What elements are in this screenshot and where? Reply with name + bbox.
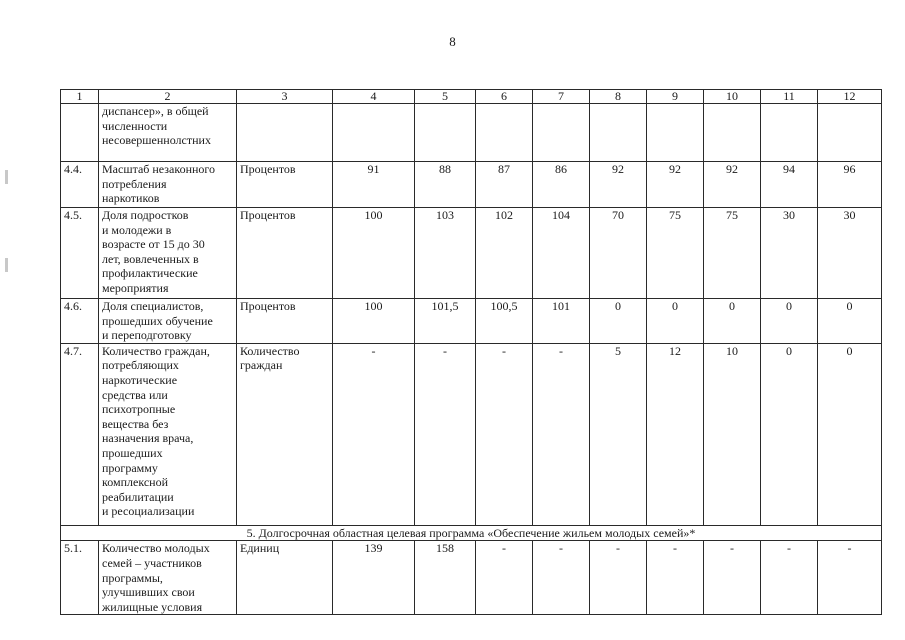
value-cell: - [704,541,761,615]
value-cell [415,104,476,162]
row-number: 4.6. [61,299,99,344]
value-cell: 100 [333,299,415,344]
value-cell [647,104,704,162]
unit-cell [237,104,333,162]
value-cell: 0 [761,299,818,344]
table-row [61,162,882,208]
table-row [61,299,882,344]
value-cell [704,104,761,162]
header-cell: 7 [533,90,590,104]
value-cell: 75 [647,208,704,299]
value-cell: - [533,343,590,525]
value-cell: 5 [590,343,647,525]
num-cell [61,104,99,162]
value-cell: 0 [647,299,704,344]
row-number: 4.7. [61,343,99,525]
value-cell: 102 [476,208,533,299]
header-cell: 9 [647,90,704,104]
value-cell: 75 [704,208,761,299]
value-cell: 0 [818,299,882,344]
header-cell: 1 [61,90,99,104]
value-cell: 100 [333,208,415,299]
value-cell: 10 [704,343,761,525]
header-cell: 3 [237,90,333,104]
scan-margin-mark [5,258,8,272]
value-cell: 86 [533,162,590,208]
value-cell: 0 [590,299,647,344]
value-cell: 70 [590,208,647,299]
value-cell: - [761,541,818,615]
indicator-name: Количество граждан, потребляющих наркотические средства или психотропные вещества без назначения врача, прошедших программу комплексной реабилитации и ресоциализации [99,343,237,525]
table-row [61,208,882,299]
indicator-name: Доля специалистов, прошедших обучение и переподготовку [99,299,237,344]
unit-cell: Количество граждан [237,343,333,525]
section4-rows [61,162,882,526]
value-cell: 103 [415,208,476,299]
unit-cell: Единиц [237,541,333,615]
value-cell [761,104,818,162]
value-cell: - [476,343,533,525]
header-cell: 10 [704,90,761,104]
value-cell: 87 [476,162,533,208]
header-cell: 5 [415,90,476,104]
row-number: 5.1. [61,541,99,615]
value-cell: 12 [647,343,704,525]
header-cell: 2 [99,90,237,104]
value-cell: - [818,541,882,615]
indicator-name: Количество молодых семей – участников программы, улучшивших свои жилищные условия [99,541,237,615]
value-cell [476,104,533,162]
row-number: 4.5. [61,208,99,299]
table-header-row [61,90,882,104]
page-number: 8 [449,34,456,49]
unit-cell: Процентов [237,162,333,208]
value-cell: 100,5 [476,299,533,344]
value-cell: 0 [704,299,761,344]
value-cell: - [533,541,590,615]
table-row [61,343,882,525]
value-cell [590,104,647,162]
section-title-row [61,525,882,541]
value-cell: 101 [533,299,590,344]
value-cell: 158 [415,541,476,615]
indicators-table [60,89,882,615]
header-cell: 6 [476,90,533,104]
section-title: 5. Долгосрочная областная целевая программа «Обеспечение жильем молодых семей»* [61,525,882,541]
value-cell [818,104,882,162]
row-number: 4.4. [61,162,99,208]
header-cell: 4 [333,90,415,104]
value-cell: 0 [818,343,882,525]
header-cell: 8 [590,90,647,104]
value-cell: 94 [761,162,818,208]
value-cell [533,104,590,162]
value-cell: - [415,343,476,525]
value-cell [333,104,415,162]
unit-cell: Процентов [237,299,333,344]
value-cell: - [476,541,533,615]
table-row [61,541,882,615]
header-cell: 11 [761,90,818,104]
header-cell: 12 [818,90,882,104]
scan-margin-mark [5,170,8,184]
unit-cell: Процентов [237,208,333,299]
indicator-name: Масштаб незаконного потребления наркотиков [99,162,237,208]
value-cell: 88 [415,162,476,208]
value-cell: 91 [333,162,415,208]
value-cell: 104 [533,208,590,299]
value-cell: 92 [590,162,647,208]
value-cell: - [333,343,415,525]
indicator-name: Доля подростков и молодежи в возрасте от 15 до 30 лет, вовлеченных в профилактические мероприятия [99,208,237,299]
value-cell: 92 [647,162,704,208]
indicator-name: диспансер», в общей численности несовершеннолстних [99,104,237,162]
value-cell: 30 [761,208,818,299]
value-cell: 96 [818,162,882,208]
value-cell: 0 [761,343,818,525]
section5-rows [61,541,882,615]
value-cell: - [647,541,704,615]
value-cell: 30 [818,208,882,299]
value-cell: 139 [333,541,415,615]
table-row-continuation [61,104,882,162]
value-cell: - [590,541,647,615]
value-cell: 101,5 [415,299,476,344]
value-cell: 92 [704,162,761,208]
